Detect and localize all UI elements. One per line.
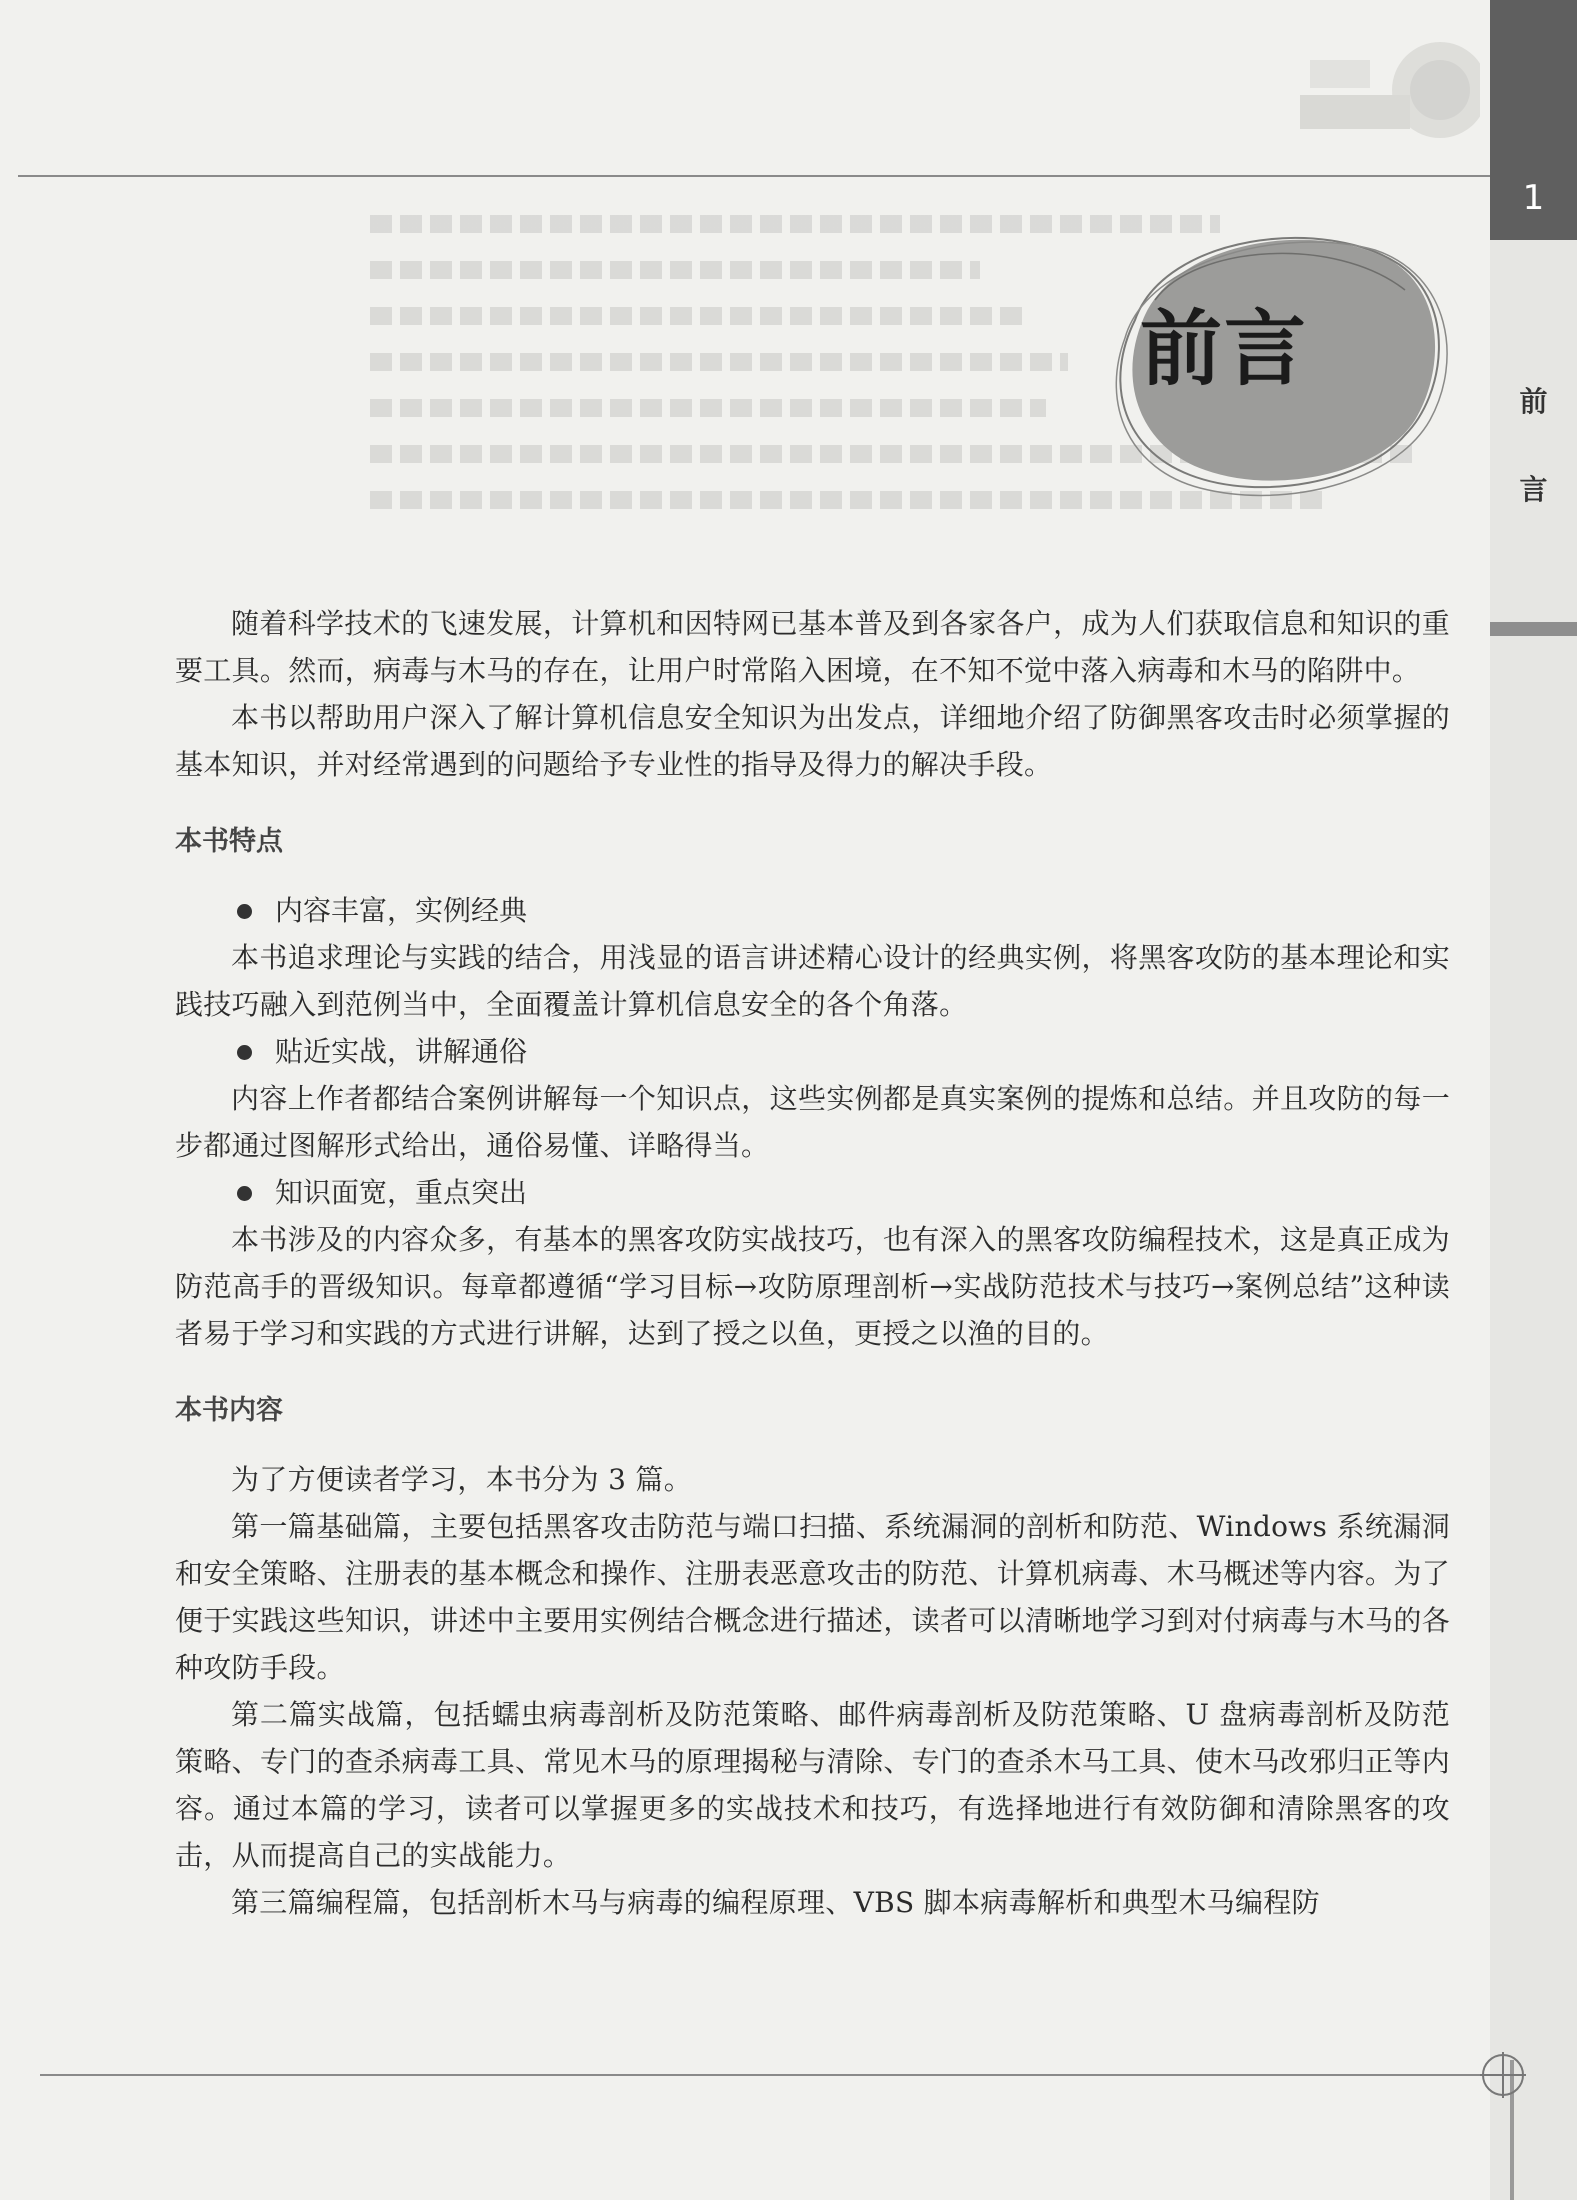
contents-heading: 本书内容 [175,1395,283,1426]
main-content [175,600,1450,1926]
side-tab-char-1: 前 [1519,385,1548,418]
registration-mark-icon [1480,2052,1526,2098]
feature-paragraph-1: 本书追求理论与实践的结合，用浅显的语言讲述精心设计的经典实例，将黑客攻防的基本理论和实践技巧融入到范例当中，全面覆盖计算机信息安全的各个角落。 [175,941,1450,1021]
header-rule [18,175,1490,177]
intro-paragraph-1: 随着科学技术的飞速发展，计算机和因特网已基本普及到各家各户，成为人们获取信息和知识的重要工具。然而，病毒与木马的存在，让用户时常陷入困境，在不知不觉中落入病毒和木马的陷阱中。 [175,607,1450,687]
contents-paragraph-2: 第一篇基础篇，主要包括黑客攻击防范与端口扫描、系统漏洞的剖析和防范、Windows 系统漏洞和安全策略、注册表的基本概念和操作、注册表恶意攻击的防范、计算机病毒、木马概述等内容。为了便于实践这些知识，讲述中主要用实例结合概念进行描述，读者可以清晰地学习到对付病毒与木马的各种攻防手段。 [175,1510,1450,1684]
bullet-dot-icon [237,904,252,919]
footer-rule [40,2074,1480,2076]
bullet-dot-icon [237,1045,252,1060]
feature-bullet-3: 知识面宽，重点突出 [175,1169,1450,1216]
feature-bullet-2: 贴近实战，讲解通俗 [175,1028,1450,1075]
feature-paragraph-2: 内容上作者都结合案例讲解每一个知识点，这些实例都是真实案例的提炼和总结。并且攻防的每一步都通过图解形式给出，通俗易懂、详略得当。 [175,1082,1450,1162]
side-tab-divider [1490,622,1577,636]
feature-paragraph-3: 本书涉及的内容众多，有基本的黑客攻防实战技巧，也有深入的黑客攻防编程技术，这是真正成为防范高手的晋级知识。每章都遵循“学习目标→攻防原理剖析→实战防范技术与技巧→案例总结”这种读者易于学习和实践的方式进行讲解，达到了授之以鱼，更授之以渔的目的。 [175,1223,1450,1350]
chapter-number: 1 [1522,178,1545,218]
chapter-side-tab [1490,0,1577,2200]
contents-paragraph-4: 第三篇编程篇，包括剖析木马与病毒的编程原理、VBS 脚本病毒解析和典型木马编程防 [231,1886,1320,1919]
feature-bullet-1: 内容丰富，实例经典 [175,887,1450,934]
contents-paragraph-1: 为了方便读者学习，本书分为 3 篇。 [231,1463,693,1496]
header-logo-watermark [1290,40,1480,150]
contents-paragraph-3: 第二篇实战篇，包括蠕虫病毒剖析及防范策略、邮件病毒剖析及防范策略、U 盘病毒剖析及防范策略、专门的查杀病毒工具、常见木马的原理揭秘与清除、专门的查杀木马工具、使木马改邪归正等内容。通过本篇的学习，读者可以掌握更多的实战技术和技巧，有选择地进行有效防御和清除黑客的攻击，从而提高自己的实战能力。 [175,1698,1450,1872]
page-title: 前言 [1140,301,1309,397]
side-tab-char-2: 言 [1519,473,1548,506]
features-heading: 本书特点 [175,826,283,857]
bullet-dot-icon [237,1186,252,1201]
intro-paragraph-2: 本书以帮助用户深入了解计算机信息安全知识为出发点，详细地介绍了防御黑客攻击时必须掌握的基本知识，并对经常遇到的问题给予专业性的指导及得力的解决手段。 [175,701,1450,781]
